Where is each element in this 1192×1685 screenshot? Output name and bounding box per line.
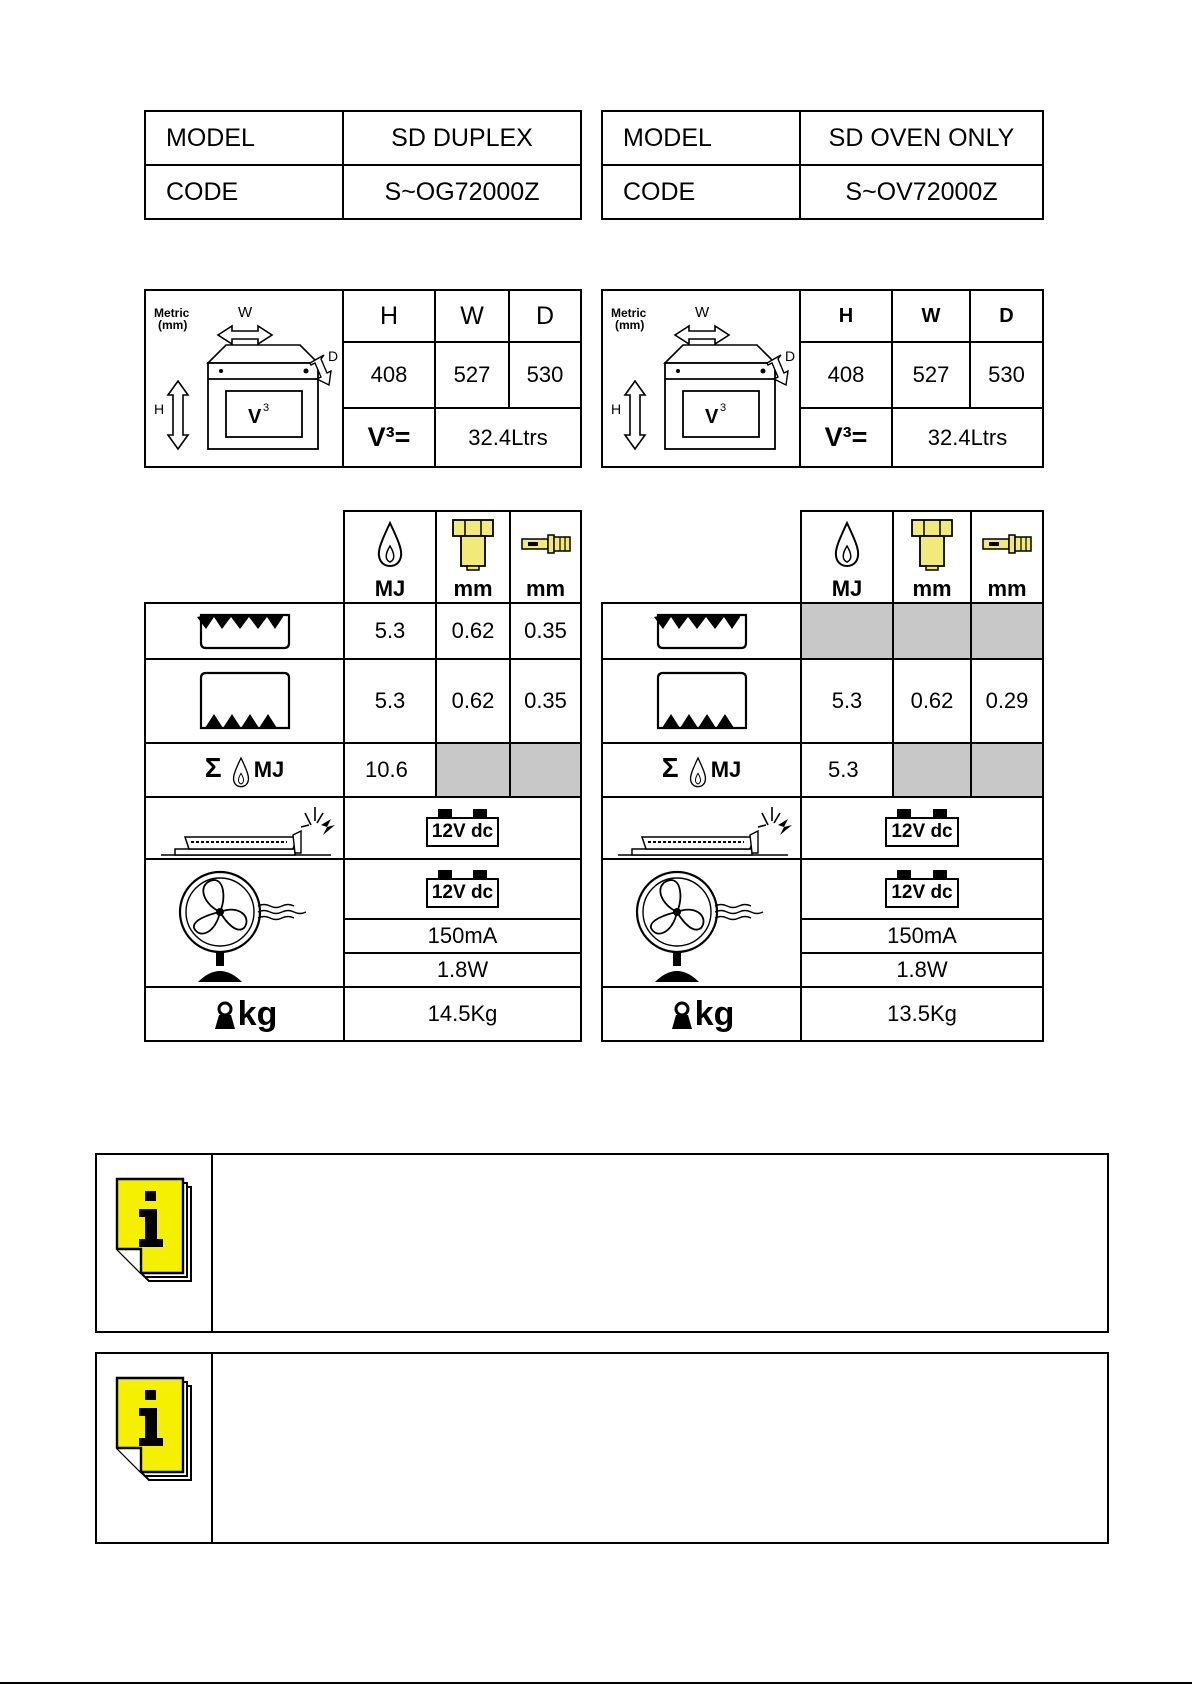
bottom-burner-icon bbox=[602, 659, 801, 743]
svg-text:W: W bbox=[238, 304, 253, 321]
fan-voltage bbox=[344, 859, 581, 919]
unit-mm: mm bbox=[510, 575, 581, 603]
flame-icon bbox=[687, 756, 709, 788]
injector-icon bbox=[436, 511, 510, 575]
unit-mm: mm bbox=[971, 575, 1043, 603]
dim-col-d: D bbox=[509, 290, 581, 342]
dim-w-value: 527 bbox=[435, 342, 509, 408]
top-burner-mj: 5.3 bbox=[344, 603, 436, 659]
svg-text:H: H bbox=[154, 401, 165, 417]
specs-table-right bbox=[601, 510, 1044, 1042]
svg-text:D: D bbox=[785, 348, 796, 364]
flame-icon bbox=[801, 511, 893, 575]
injector-icon bbox=[893, 511, 971, 575]
ignition-icon bbox=[145, 797, 344, 859]
bottom-burner-needle: 0.35 bbox=[510, 659, 581, 743]
weight-icon bbox=[669, 1001, 695, 1031]
model-value: SD OVEN ONLY bbox=[800, 111, 1043, 165]
model-value: SD DUPLEX bbox=[343, 111, 581, 165]
model-label: MODEL bbox=[602, 111, 800, 165]
total-heat-label: Σ MJ bbox=[145, 743, 344, 797]
ignition-voltage bbox=[344, 797, 581, 859]
dim-h-value: 408 bbox=[343, 342, 435, 408]
oven-dimensions-diagram bbox=[602, 290, 800, 467]
model-table-left bbox=[144, 110, 582, 220]
battery-icon: 12V dc bbox=[885, 817, 958, 847]
battery-icon: 12V dc bbox=[426, 878, 499, 908]
top-burner-icon bbox=[145, 603, 344, 659]
code-value: S~OG72000Z bbox=[343, 165, 581, 219]
volume-label: V³= bbox=[343, 408, 435, 467]
needle-valve-icon bbox=[510, 511, 581, 575]
code-label: CODE bbox=[602, 165, 800, 219]
unit-mm: mm bbox=[893, 575, 971, 603]
info-note-box bbox=[95, 1352, 1109, 1544]
dim-d-value: 530 bbox=[509, 342, 581, 408]
top-burner-icon bbox=[602, 603, 801, 659]
fan-voltage bbox=[801, 859, 1043, 919]
svg-text:Metric: Metric bbox=[611, 306, 647, 320]
info-icon bbox=[115, 1177, 195, 1287]
battery-icon: 12V dc bbox=[426, 817, 499, 847]
info-note-box bbox=[95, 1153, 1109, 1333]
fan-power: 1.8W bbox=[344, 953, 581, 987]
fan-icon bbox=[602, 859, 801, 987]
weight-icon bbox=[212, 1001, 238, 1031]
total-heat-value: 10.6 bbox=[344, 743, 436, 797]
top-burner-injector bbox=[893, 603, 971, 659]
bottom-burner-icon bbox=[145, 659, 344, 743]
bottom-burner-needle: 0.29 bbox=[971, 659, 1043, 743]
dim-col-h: H bbox=[800, 290, 892, 342]
weight-value: 13.5Kg bbox=[801, 987, 1043, 1041]
svg-text:D: D bbox=[328, 348, 339, 364]
dim-d-value: 530 bbox=[970, 342, 1043, 408]
fan-icon bbox=[145, 859, 344, 987]
oven-dimensions-icon bbox=[146, 291, 342, 459]
oven-dimensions-diagram bbox=[145, 290, 343, 467]
total-heat-value: 5.3 bbox=[801, 743, 893, 797]
dim-w-value: 527 bbox=[892, 342, 970, 408]
dimensions-table-left bbox=[144, 289, 582, 468]
weight-label: kg bbox=[602, 987, 801, 1041]
model-label: MODEL bbox=[145, 111, 343, 165]
ignition-voltage bbox=[801, 797, 1043, 859]
volume-value: 32.4Ltrs bbox=[892, 408, 1043, 467]
info-icon bbox=[115, 1376, 195, 1486]
svg-text:3: 3 bbox=[263, 402, 270, 414]
model-table-right bbox=[601, 110, 1044, 220]
dim-col-w: W bbox=[435, 290, 509, 342]
svg-text:(mm): (mm) bbox=[158, 318, 188, 332]
top-burner-needle: 0.35 bbox=[510, 603, 581, 659]
total-heat-label: Σ MJ bbox=[602, 743, 801, 797]
bottom-burner-injector: 0.62 bbox=[893, 659, 971, 743]
unit-mj: MJ bbox=[344, 575, 436, 603]
battery-icon: 12V dc bbox=[885, 878, 958, 908]
unit-mm: mm bbox=[436, 575, 510, 603]
specs-table-left bbox=[144, 510, 582, 1042]
dim-h-value: 408 bbox=[800, 342, 892, 408]
dimensions-table-right bbox=[601, 289, 1044, 468]
flame-icon bbox=[344, 511, 436, 575]
code-value: S~OV72000Z bbox=[800, 165, 1043, 219]
dim-col-d: D bbox=[970, 290, 1043, 342]
svg-text:V: V bbox=[248, 406, 262, 428]
dim-col-w: W bbox=[892, 290, 970, 342]
volume-value: 32.4Ltrs bbox=[435, 408, 581, 467]
needle-valve-icon bbox=[971, 511, 1043, 575]
code-label: CODE bbox=[145, 165, 343, 219]
svg-text:W: W bbox=[695, 304, 710, 321]
unit-mj: MJ bbox=[801, 575, 893, 603]
weight-value: 14.5Kg bbox=[344, 987, 581, 1041]
fan-current: 150mA bbox=[801, 919, 1043, 953]
fan-power: 1.8W bbox=[801, 953, 1043, 987]
flame-icon bbox=[230, 756, 252, 788]
oven-dimensions-icon bbox=[603, 291, 799, 459]
svg-text:Metric: Metric bbox=[154, 306, 190, 320]
bottom-burner-injector: 0.62 bbox=[436, 659, 510, 743]
ignition-icon bbox=[602, 797, 801, 859]
svg-text:V: V bbox=[705, 406, 719, 428]
volume-label: V³= bbox=[800, 408, 892, 467]
top-burner-mj bbox=[801, 603, 893, 659]
weight-label: kg bbox=[145, 987, 344, 1041]
svg-text:3: 3 bbox=[720, 402, 727, 414]
bottom-burner-mj: 5.3 bbox=[801, 659, 893, 743]
svg-text:(mm): (mm) bbox=[615, 318, 645, 332]
bottom-burner-mj: 5.3 bbox=[344, 659, 436, 743]
dim-col-h: H bbox=[343, 290, 435, 342]
top-burner-injector: 0.62 bbox=[436, 603, 510, 659]
fan-current: 150mA bbox=[344, 919, 581, 953]
page-bottom-rule bbox=[0, 1682, 1192, 1684]
svg-text:H: H bbox=[611, 401, 622, 417]
top-burner-needle bbox=[971, 603, 1043, 659]
